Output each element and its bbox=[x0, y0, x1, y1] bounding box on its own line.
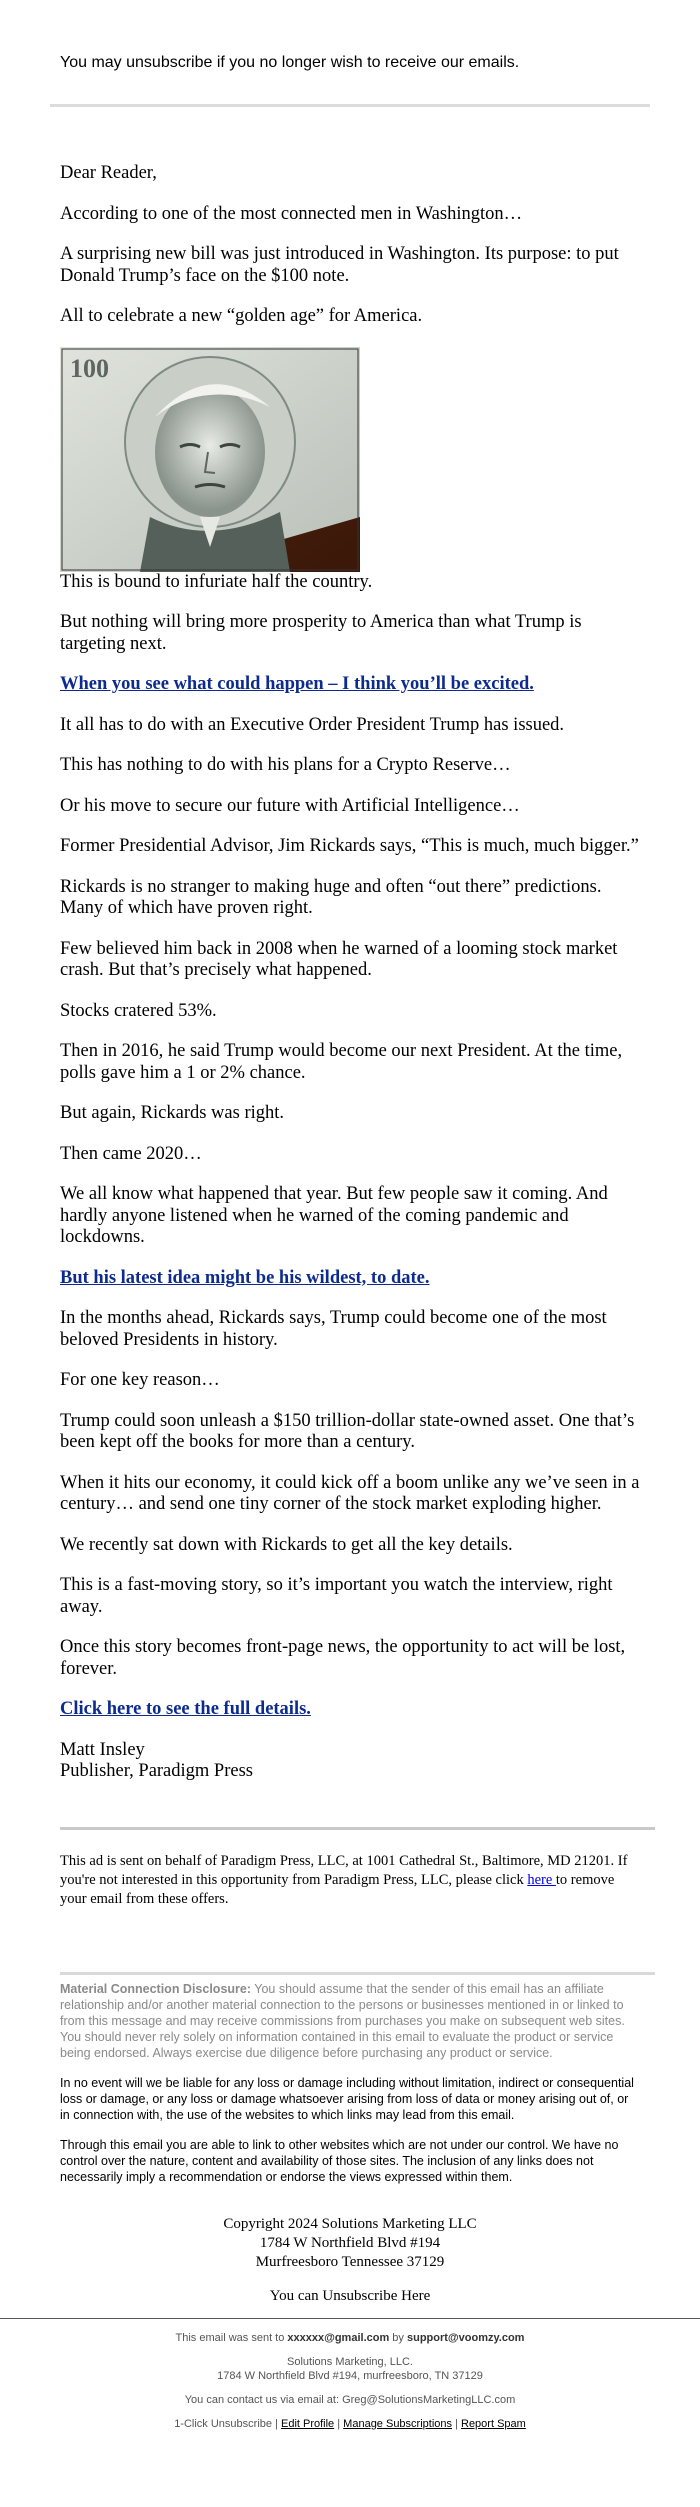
disclosure-paragraph bbox=[60, 1981, 640, 2061]
cta-link-full-details[interactable]: Click here to see the full details. bbox=[60, 1699, 311, 1719]
paragraph: A surprising new bill was just introduced in Washington. Its purpose: to put Donald Trump’s face on the $100 note. bbox=[60, 244, 619, 286]
paragraph: This is bound to infuriate half the country. bbox=[60, 571, 373, 592]
paragraph: Then in 2016, he said Trump would become our next President. At the time, polls gave him a 1 or 2% chance. bbox=[60, 1041, 623, 1083]
signature-name: Matt Insley bbox=[60, 1739, 145, 1760]
disclaimer bbox=[0, 1975, 700, 2185]
letter-body bbox=[0, 107, 700, 1783]
copyright-line: Copyright 2024 Solutions Marketing LLC bbox=[223, 2215, 477, 2232]
trump-100-dollar-image bbox=[60, 347, 360, 572]
cta-link-excited[interactable]: When you see what could happen – I think you’ll be excited. bbox=[60, 674, 534, 694]
report-spam-link[interactable]: Report Spam bbox=[461, 2417, 526, 2430]
footer-links: 1-Click Unsubscribe | Edit Profile | Manage Subscriptions | Report Spam bbox=[174, 2417, 526, 2430]
sent-by: by bbox=[389, 2331, 407, 2344]
edit-profile-link[interactable]: Edit Profile bbox=[280, 2417, 335, 2430]
address-line: 1784 W Northfield Blvd #194 bbox=[259, 2234, 441, 2251]
email-footer bbox=[0, 2319, 700, 2431]
paragraph: Once this story becomes front-page news, the opportunity to act will be lost, forever. bbox=[60, 1637, 626, 1679]
unsubscribe-note: You may unsubscribe if you no longer wish to receive our emails. bbox=[60, 54, 520, 71]
cta-link-wildest-idea[interactable]: But his latest idea might be his wildest, to date. bbox=[60, 1267, 430, 1288]
paragraph: It all has to do with an Executive Order President Trump has issued. bbox=[60, 714, 565, 735]
paragraph: Stocks cratered 53%. bbox=[60, 1000, 217, 1021]
sent-prefix: This email was sent to bbox=[175, 2331, 288, 2344]
city-line: Murfreesboro Tennessee 37129 bbox=[255, 2253, 445, 2270]
manage-subscriptions-link[interactable]: Manage Subscriptions bbox=[343, 2417, 453, 2430]
paragraph: For one key reason… bbox=[60, 1370, 220, 1390]
paragraph: Rickards is no stranger to making huge and often “out there” predictions. Many of which have proven right. bbox=[60, 876, 602, 918]
paragraph: Former Presidential Advisor, Jim Rickards says, “This is much, much bigger.” bbox=[60, 836, 639, 856]
unsubscribe-here-link[interactable]: You can Unsubscribe Here bbox=[269, 2287, 431, 2304]
company-address: 1784 W Northfield Blvd #194, murfreesboro, TN 37129 bbox=[217, 2369, 483, 2382]
sponsor-notice bbox=[0, 1830, 700, 1972]
paragraph: This has nothing to do with his plans for a Crypto Reserve… bbox=[60, 755, 511, 775]
sent-to-line bbox=[0, 2331, 700, 2345]
paragraph: Trump could soon unleash a $150 trillion-dollar state-owned asset. One that’s been kept off the books for more than a century. bbox=[60, 1410, 635, 1452]
copyright-block bbox=[0, 2215, 700, 2272]
one-click-unsubscribe[interactable]: 1-Click Unsubscribe bbox=[174, 2417, 272, 2430]
paragraph: We all know what happened that year. But few people saw it coming. And hardly anyone listened when he warned of the coming pandemic and lockdowns. bbox=[60, 1184, 608, 1247]
company-name: Solutions Marketing, LLC. bbox=[287, 2355, 413, 2368]
sponsor-text: This ad is sent on behalf of Paradigm Press, LLC, at 1001 Cathedral St., Baltimore, MD 21201. If you're not interested in this opportunity from Paradigm Press, LLC, please click bbox=[60, 1852, 628, 1888]
contact-line: You can contact us via email at: Greg@SolutionsMarketingLLC.com bbox=[184, 2393, 516, 2406]
paragraph: According to one of the most connected men in Washington… bbox=[60, 203, 523, 224]
paragraph: In the months ahead, Rickards says, Trump could become one of the most beloved Presidents in history. bbox=[60, 1308, 607, 1350]
liability-paragraph: In no event will we be liable for any loss or damage including without limitation, indirect or consequential loss or damage, or any loss or damage whatsoever arising from loss of data or money arising out of, or in connection with, the use of the websites to which links may lead from this email. bbox=[60, 2075, 634, 2122]
recipient-email: xxxxxx@gmail.com bbox=[287, 2331, 390, 2344]
signature bbox=[60, 1740, 640, 1783]
paragraph: Then came 2020… bbox=[60, 1143, 202, 1164]
paragraph: But nothing will bring more prosperity to America than what Trump is targeting next. bbox=[60, 612, 582, 654]
external-links-paragraph: Through this email you are able to link to other websites which are not under our control. We have no control over the nature, content and availability of those sites. The inclusion of any links does not necessarily imply a recommendation or endorse the views expressed within them. bbox=[60, 2137, 619, 2184]
remove-email-link[interactable]: here bbox=[527, 1871, 556, 1888]
signature-title: Publisher, Paradigm Press bbox=[60, 1761, 253, 1781]
paragraph: Few believed him back in 2008 when he warned of a looming stock market crash. But that’s precisely what happened. bbox=[60, 938, 618, 980]
disclosure-text: You should assume that the sender of this email has an affiliate relationship and/or another material connection to the persons or businesses mentioned in or linked to from this message and may receive commissions from purchases you make on subsequent web sites. You should never rely solely on information contained in this email to evaluate the product or service being endorsed. Always exercise due diligence before purchasing any product or service. bbox=[60, 1981, 625, 2060]
sender-email: support@voomzy.com bbox=[406, 2331, 525, 2344]
paragraph: Or his move to secure our future with Artificial Intelligence… bbox=[60, 795, 520, 816]
greeting: Dear Reader, bbox=[60, 163, 157, 183]
sponsor-text-end: to remove your email from these offers. bbox=[60, 1871, 615, 1907]
paragraph: All to celebrate a new “golden age” for America. bbox=[60, 306, 423, 326]
disclosure-heading: Material Connection Disclosure: bbox=[60, 1981, 252, 1996]
paragraph: We recently sat down with Rickards to get all the key details. bbox=[60, 1534, 513, 1555]
paragraph: But again, Rickards was right. bbox=[60, 1103, 285, 1123]
svg-text:100: 100 bbox=[70, 353, 109, 383]
paragraph: When it hits our economy, it could kick off a boom unlike any we’ve seen in a century… and send one tiny corner of the stock market exploding higher. bbox=[60, 1472, 640, 1514]
paragraph: This is a fast-moving story, so it’s important you watch the interview, right away. bbox=[60, 1575, 613, 1617]
